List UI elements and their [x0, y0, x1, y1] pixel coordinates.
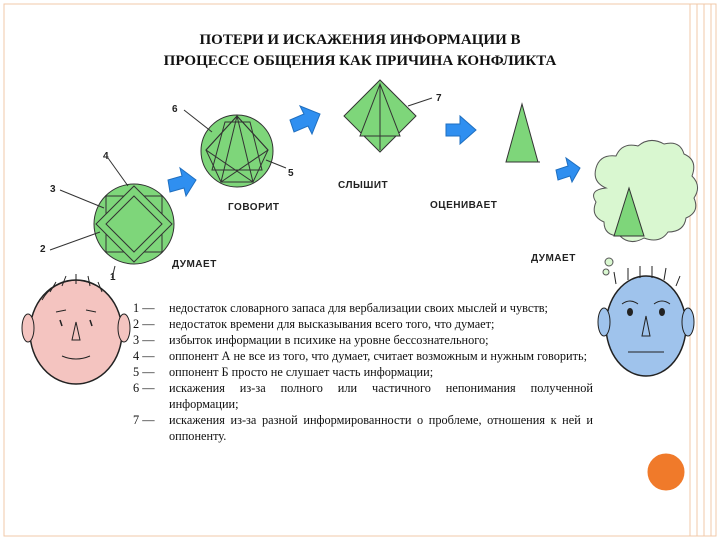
- thought-cloud-icon: [594, 140, 698, 275]
- speech-shape-icon: [201, 115, 273, 187]
- label-dumaet-right: ДУМАЕТ: [531, 253, 576, 264]
- brain-square-icon: [94, 184, 174, 264]
- label-otsenivaet: ОЦЕНИВАЕТ: [430, 200, 498, 211]
- number-4: 4: [103, 151, 109, 162]
- number-5: 5: [288, 168, 294, 179]
- legend-text: недостаток времени для высказывания всего того, что думает;: [169, 317, 495, 331]
- legend-item: [133, 300, 593, 316]
- number-1: 1: [110, 272, 116, 283]
- legend-key: 2 —: [133, 317, 155, 331]
- legend-key: 4 —: [133, 349, 155, 363]
- number-6: 6: [172, 104, 178, 115]
- legend-item: [133, 380, 593, 412]
- legend-item: [133, 412, 593, 444]
- diamond-triangle-icon: [344, 80, 416, 152]
- number-3: 3: [50, 184, 56, 195]
- face-left-icon: [22, 274, 130, 384]
- triangle-icon: [506, 104, 540, 162]
- label-slyshit: СЛЫШИТ: [338, 180, 389, 191]
- legend-key: 7 —: [133, 413, 155, 427]
- slide-border: [4, 4, 716, 536]
- orange-circle-icon: [646, 452, 686, 492]
- legend-key: 5 —: [133, 365, 155, 379]
- legend-key: 1 —: [133, 301, 155, 315]
- legend-text: избыток информации в психике на уровне бессознательного;: [169, 333, 489, 347]
- legend-item: [133, 332, 593, 348]
- legend-text: оппонент А не все из того, что думает, считает возможным и нужным говорить;: [169, 349, 587, 363]
- face-right-icon: [598, 266, 694, 376]
- legend-list: [133, 300, 593, 444]
- page-title: [110, 30, 610, 72]
- title-line-2: ПРОЦЕССЕ ОБЩЕНИЯ КАК ПРИЧИНА КОНФЛИКТА: [163, 53, 557, 69]
- legend-text: искажения из-за полного или частичного непонимания полученной информации;: [169, 381, 593, 411]
- legend-item: [133, 348, 593, 364]
- legend-text: искажения из-за разной информированности о проблеме, отношения к ней и оппоненту.: [169, 413, 593, 443]
- label-dumaet-left: ДУМАЕТ: [172, 259, 217, 270]
- label-govorit: ГОВОРИТ: [228, 202, 280, 213]
- legend-key: 6 —: [133, 381, 155, 395]
- legend-text: недостаток словарного запаса для вербализации своих мыслей и чувств;: [169, 301, 548, 315]
- legend-item: [133, 316, 593, 332]
- legend-key: 3 —: [133, 333, 155, 347]
- legend-text: оппонент Б просто не слушает часть информации;: [169, 365, 434, 379]
- legend-item: [133, 364, 593, 380]
- number-7: 7: [436, 93, 442, 104]
- title-line-1: ПОТЕРИ И ИСКАЖЕНИЯ ИНФОРМАЦИИ В: [199, 32, 521, 48]
- number-2: 2: [40, 244, 46, 255]
